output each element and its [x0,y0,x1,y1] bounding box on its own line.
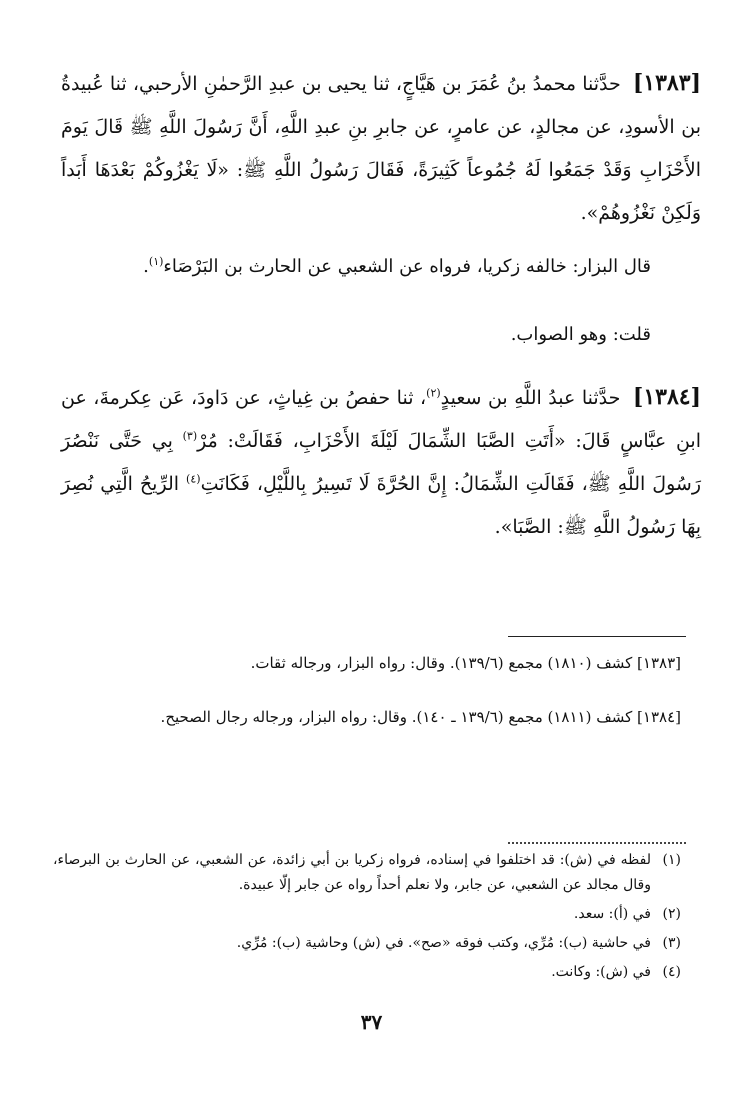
footnote-text: لفظه في (ش): قد اختلفوا في إسناده، فرواه زكريا بن أبي زائدة، عن الشعبي، عن الحارث بن البرصاء، وقال مجالد عن الشعبي، عن جابر، ولا نعلم أحداً رواه عن جابر إلّا عبيدة. [53,852,651,893]
hadith-text-1383: حدَّثنا محمدُ بنُ عُمَرَ بن هَيَّاجٍ، ثنا يحيى بن عبدِ الرَّحمٰنِ الأرحبي، ثنا عُبيدةُ بن الأسودِ، عن مجالدٍ، عن عامرٍ، عن جابرِ بنِ عبدِ اللَّهِ، أَنَّ رَسُولَ اللَّهِ ﷺ قَالَ يَومَ الأَحْزَابِ وَقَدْ جَمَعُوا لَهُ جُمُوعاً كَثِيرَةً، فَقَالَ رَسُولُ اللَّهِ ﷺ: «لَا يَغْزُوكُمْ بَعْدَهَا أَبَداً وَلَكِنْ نَغْزُوهُمْ». [61,73,701,224]
footnote-number: (١) [662,852,681,868]
hadith-number-1384: [١٣٨٤] [632,384,701,410]
hadith-text-1384-part2: ، ثنا حفصُ بن غِياثٍ، عن دَاودَ، عَن عِكرمةَ، عن ابنِ عبَّاسٍ قَالَ: «أَتَتِ الصَّبَا الشِّمَالَ لَيْلَةَ الأَحْزَابِ، فَقَالَتْ: مُرْ [61,387,701,452]
hadith-text-1384-part1: حدَّثنا عبدُ اللَّهِ بن سعيدٍ [440,387,621,409]
footnote-text: في (أ): سعد. [573,906,651,922]
bazzar-comment-text: قال البزار: خالفه زكريا، فرواه عن الشعبي عن الحارث بن البَرْصَاء [163,256,651,277]
footnote-number: (٣) [662,935,681,951]
bazzar-comment: قال البزار: خالفه زكريا، فرواه عن الشعبي عن الحارث بن البَرْصَاء$^{(١)}$. [143,255,651,277]
source-1384: [١٣٨٤] كشف (١٨١١) مجمع (١٣٩/٦ ـ ١٤٠). وقال: رواه البزار، ورجاله رجال الصحيح. [160,708,681,726]
footnote-text: في (ش): وكانت. [551,964,651,980]
footnote-item [53,848,681,898]
footnote-item [53,902,681,927]
hadith-1383 [61,62,701,235]
footnote-marker-1: (١) [148,255,164,268]
author-remark [91,320,651,350]
footnote-item [53,931,681,956]
footnote-marker-2: (٢) [426,386,441,400]
footnote-marker-3: (٣) [182,429,198,443]
footnote-separator-line [508,842,686,844]
footnote-text: في حاشية (ب): مُرِّي، وكتب فوقه «صح». في (ش) وحاشية (ب): مُرِّي. [236,935,651,951]
footnotes-list [53,848,681,989]
hadith-text-1384-part4: الرِّيحُ الَّتِي نُصِرَ بِهَا رَسُولُ اللَّهِ ﷺ: الصَّبَا». [61,473,701,538]
hadith-text-1384-part3: بِي حَتَّى نَنْصُرَ رَسُولَ اللَّهِ ﷺ، فَقَالَتِ الشِّمَالُ: إِنَّ الحُرَّةَ لَا تَسِيرُ بِاللَّيْلِ، فَكَانَتِ [61,430,702,495]
footnote-item [53,960,681,985]
hadith-1384 [61,376,701,549]
footnote-number: (٤) [662,964,681,980]
source-separator-line [508,636,686,637]
footnote-marker-4: (٤) [186,472,201,486]
author-remark-text: قلت: وهو الصواب. [510,324,651,345]
page-number: ٣٧ [360,1010,383,1034]
footnote-number: (٢) [662,906,681,922]
source-1383: [١٣٨٣] كشف (١٨١٠) مجمع (١٣٩/٦). وقال: رواه البزار، ورجاله ثقات. [250,654,681,672]
hadith-number-1383: [١٣٨٣] [632,70,701,96]
